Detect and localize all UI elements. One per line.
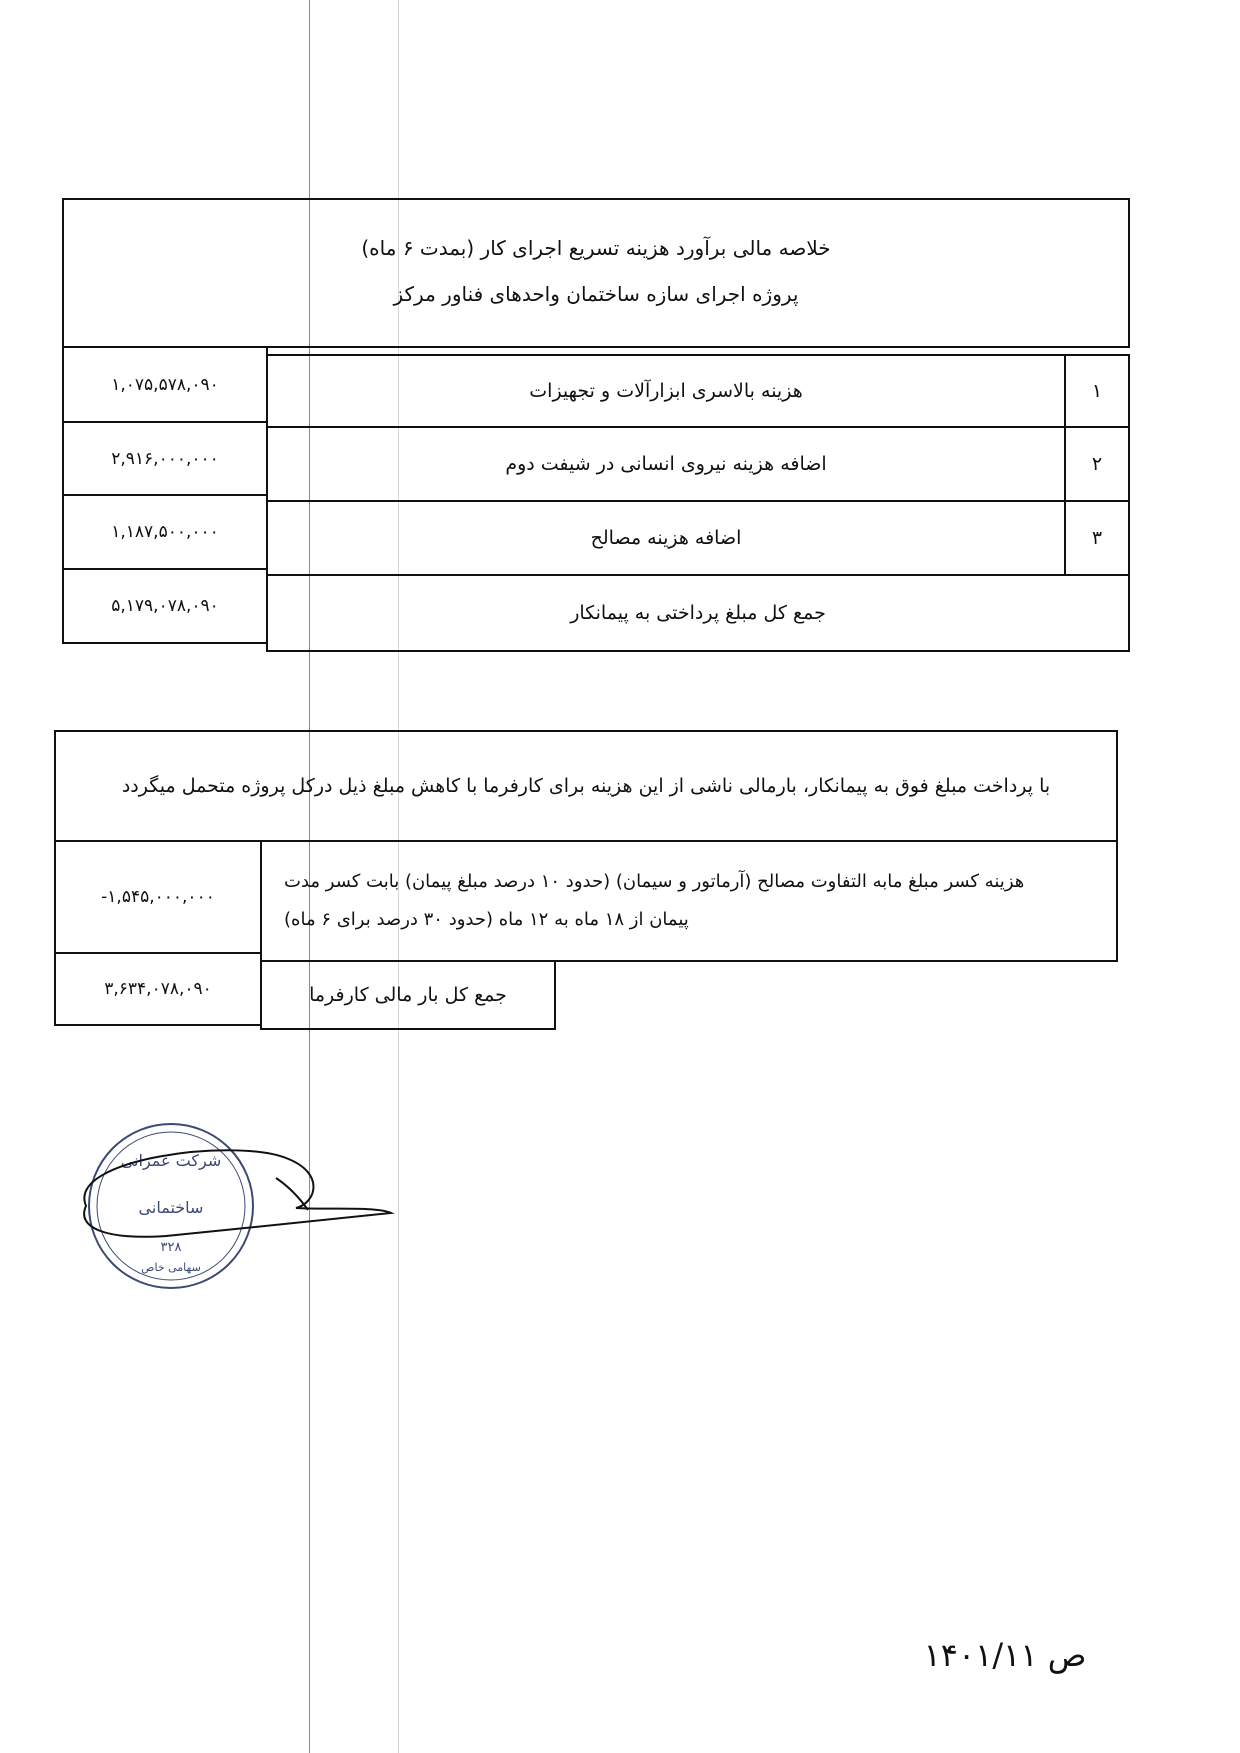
stamp-text-3: سهامی خاص: [141, 1261, 201, 1274]
table1-row2-index: ۲: [1064, 426, 1130, 502]
page-note-text: ص ۱۴۰۱/۱۱: [923, 1636, 1087, 1674]
table2-row-description-line1: هزینه کسر مبلغ مابه التفاوت مصالح (آرماتور و سیمان) (حدود ۱۰ درصد مبلغ پیمان) بابت کسر مدت: [284, 871, 1025, 892]
handwritten-page-note: [905, 1618, 1105, 1688]
company-stamp: [46, 1118, 396, 1318]
table2-total-amount: ۳,۶۳۴,۰۷۸,۰۹۰: [54, 952, 262, 1026]
table1-title-line2: پروژه اجرای سازه ساختمان واحدهای فناور مرکز: [393, 282, 799, 306]
table2-heading: با پرداخت مبلغ فوق به پیمانکار، بارمالی ناشی از این هزینه برای کارفرما با کاهش مبلغ ذیل درکل پروژه متحمل میگردد: [54, 730, 1118, 842]
table1-total-label: جمع کل مبلغ پرداختی به پیمانکار: [266, 574, 1130, 652]
table1-row2-description: اضافه هزینه نیروی انسانی در شیفت دوم: [266, 426, 1066, 502]
stamp-text-2: ساختمانی: [138, 1198, 204, 1217]
table1-header-box: [62, 198, 1130, 348]
table2-row-amount: -۱,۵۴۵,۰۰۰,۰۰۰: [54, 840, 262, 954]
table1-row1-amount: ۱,۰۷۵,۵۷۸,۰۹۰: [62, 346, 268, 423]
table1-total-amount: ۵,۱۷۹,۰۷۸,۰۹۰: [62, 568, 268, 644]
table2-row-description: [260, 840, 1118, 962]
table1-row1-index: ۱: [1064, 354, 1130, 428]
table1-row1-description: هزینه بالاسری ابزارآلات و تجهیزات: [266, 354, 1066, 428]
stamp-text-1: شرکت عمرانی: [120, 1151, 222, 1170]
table2-total-label: جمع کل بار مالی کارفرما: [260, 960, 556, 1030]
table1-row2-amount: ۲,۹۱۶,۰۰۰,۰۰۰: [62, 421, 268, 496]
signature-scribble: [84, 1150, 391, 1236]
table1-title-line1: خلاصه مالی برآورد هزینه تسریع اجرای کار (بمدت ۶ ماه): [361, 236, 831, 260]
stamp-number: ۳۲۸: [160, 1240, 182, 1255]
table1-row3-amount: ۱,۱۸۷,۵۰۰,۰۰۰: [62, 494, 268, 570]
table1-row3-description: اضافه هزینه مصالح: [266, 500, 1066, 576]
table2-row-description-line2: پیمان از ۱۸ ماه به ۱۲ ماه (حدود ۳۰ درصد برای ۶ ماه): [284, 909, 689, 930]
table1-row3-index: ۳: [1064, 500, 1130, 576]
